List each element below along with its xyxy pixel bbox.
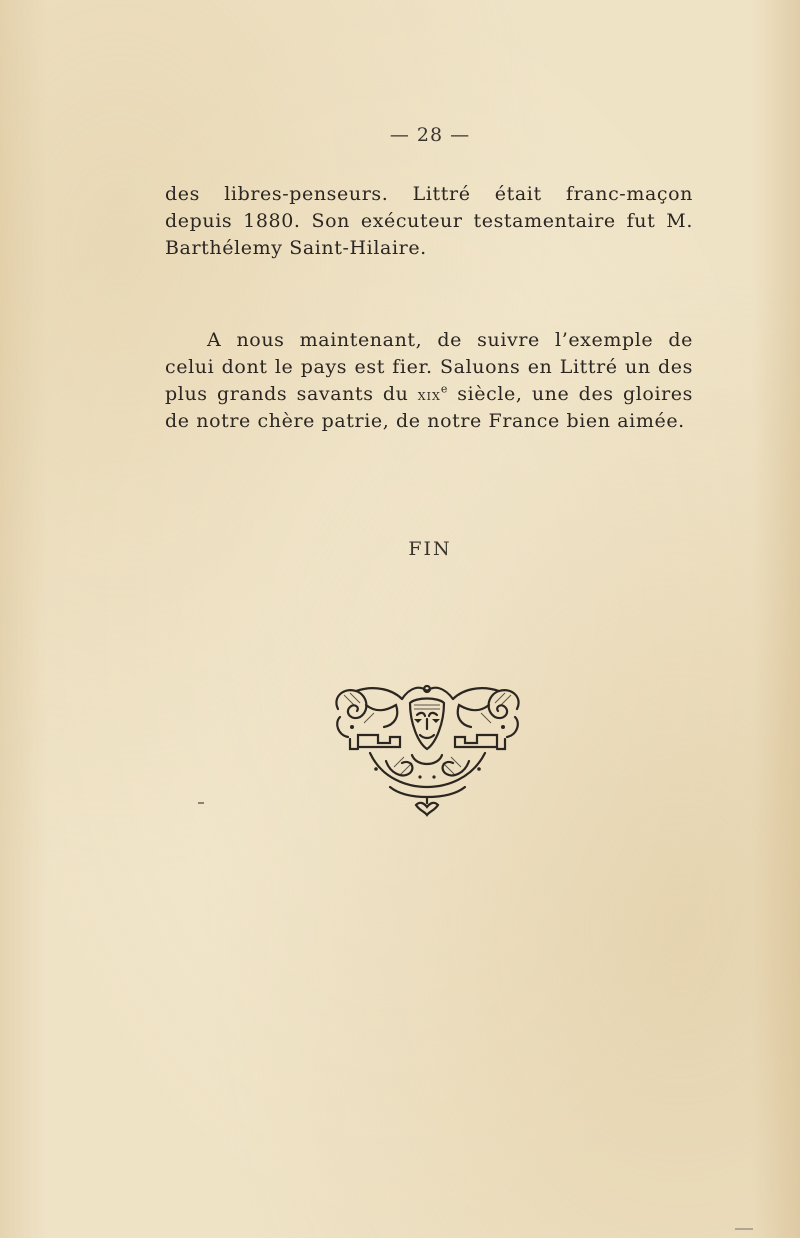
paragraph-1: des libres-penseurs. Littré était franc-maçon depuis 1880. Son exécuteur testamentaire fut M. Barthélemy Saint-Hilaire. bbox=[165, 183, 693, 259]
decorative-tailpiece-ornament-icon bbox=[330, 683, 525, 818]
paper-speck bbox=[735, 1228, 753, 1230]
century-numeral: xix bbox=[417, 385, 441, 404]
end-label: FIN bbox=[408, 538, 452, 560]
paragraph-2 bbox=[165, 327, 693, 435]
century-superscript: e bbox=[440, 382, 448, 396]
paragraph-2-before: A nous maintenant, de suivre l’exemple de celui dont le pays est fier. Saluons en Littré un des plus grands savants du bbox=[165, 329, 693, 405]
paragraph-2-after: siècle, une des gloires de notre chère patrie, de notre France bien aimée. bbox=[165, 383, 693, 432]
page-number: — 28 — bbox=[389, 124, 471, 146]
paper-speck bbox=[198, 802, 204, 804]
